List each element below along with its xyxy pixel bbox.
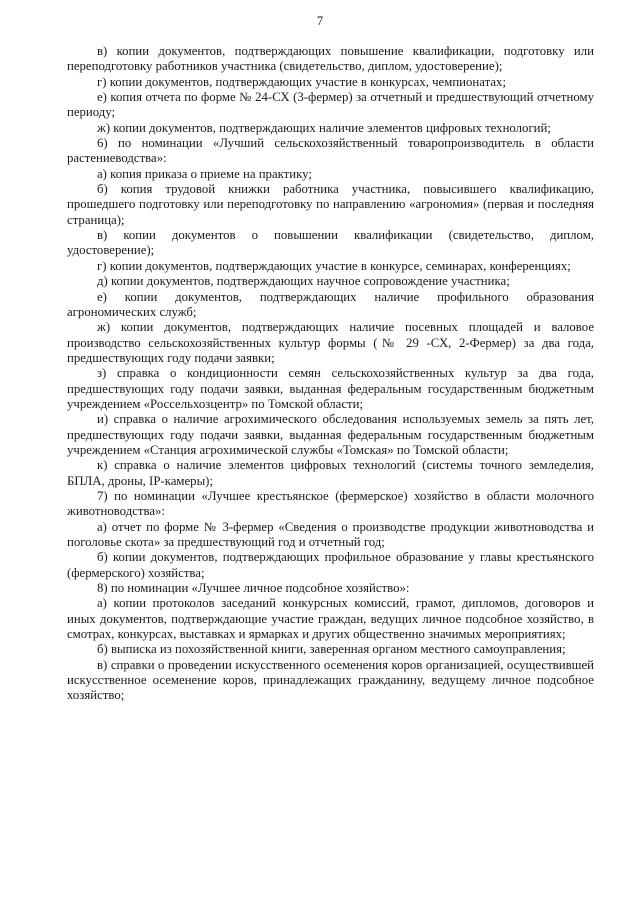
paragraph: е) копии документов, подтверждающих наличие профильного образования агрономических служб; [67,289,594,319]
paragraph: и) справка о наличие агрохимического обследования используемых земель за пять лет, предшествующих году подачи заявки, выданная федеральным государственным бюджетным учреждением «Станция агрохимической службы «Томская» по Томской области; [67,412,594,457]
paragraph: ж) копии документов, подтверждающих наличие элементов цифровых технологий; [97,120,551,135]
paragraph: в) справки о проведении искусственного осеменения коров организацией, осуществившей искусственное осеменение коров, принадлежащих гражданину, ведущему личное подсобное хозяйство; [67,657,594,703]
paragraph: б) копии документов, подтверждающих профильное образование у главы крестьянского (фермерского) хозяйства; [67,550,594,580]
section-heading: 6) по номинации «Лучший сельскохозяйственный товаропроизводитель в области растениеводства»: [67,136,594,166]
paragraph: в) копии документов, подтверждающих повышение квалификации, подготовку или переподготовку работников участника (свидетельство, диплом, удостоверение); [67,44,594,74]
paragraph: г) копии документов, подтверждающих участие в конкурсе, семинарах, конференциях; [97,258,571,273]
paragraph: д) копии документов, подтверждающих научное сопровождение участника; [97,274,510,289]
paragraph: е) копия отчета по форме № 24-СХ (3-фермер) за отчетный и предшествующий отчетному периоду; [67,90,594,120]
page-number: 7 [316,14,324,28]
document-body [67,44,594,704]
paragraph: г) копии документов, подтверждающих участие в конкурсах, чемпионатах; [97,74,507,89]
paragraph: б) выписка из похозяйственной книги, заверенная органом местного самоуправления; [97,642,566,657]
paragraph: з) справка о кондиционности семян сельскохозяйственных культур за два года, предшествующих году подачи заявки, выданная федеральным государственным бюджетным учреждением «Россельхозцентр» по Томской области; [67,366,594,411]
paragraph: а) копия приказа о приеме на практику; [97,166,312,181]
section-heading: 8) по номинации «Лучшее личное подсобное хозяйство»: [97,581,410,596]
paragraph: а) копии протоколов заседаний конкурсных комиссий, грамот, дипломов, договоров и иных документов, подтверждающие участие граждан, ведущих личное подсобное хозяйство, в смотрах, конкурсах, выставках и ярмарках и других общественно значимых мероприятиях; [67,596,594,642]
paragraph: в) копии документов о повышении квалификации (свидетельство, диплом, удостоверение); [67,228,594,258]
paragraph: б) копия трудовой книжки работника участника, повысившего квалификацию, прошедшего подготовку или переподготовку по направлению «агрономия» (первая и последняя страница); [67,182,594,227]
paragraph: к) справка о наличие элементов цифровых технологий (системы точного земледелия, БПЛА, дроны, IP-камеры); [67,458,594,488]
paragraph: ж) копии документов, подтверждающих наличие посевных площадей и валовое производство сельскохозяйственных культур формы (№ 29 -СХ, 2-Фермер) за два года, предшествующих году подачи заявки; [67,320,594,365]
paragraph: а) отчет по форме № 3-фермер «Сведения о производстве продукции животноводства и поголовье скота» за предшествующий год и отчетный год; [67,519,594,549]
section-heading: 7) по номинации «Лучшее крестьянское (фермерское) хозяйство в области молочного животноводства»: [67,488,594,519]
